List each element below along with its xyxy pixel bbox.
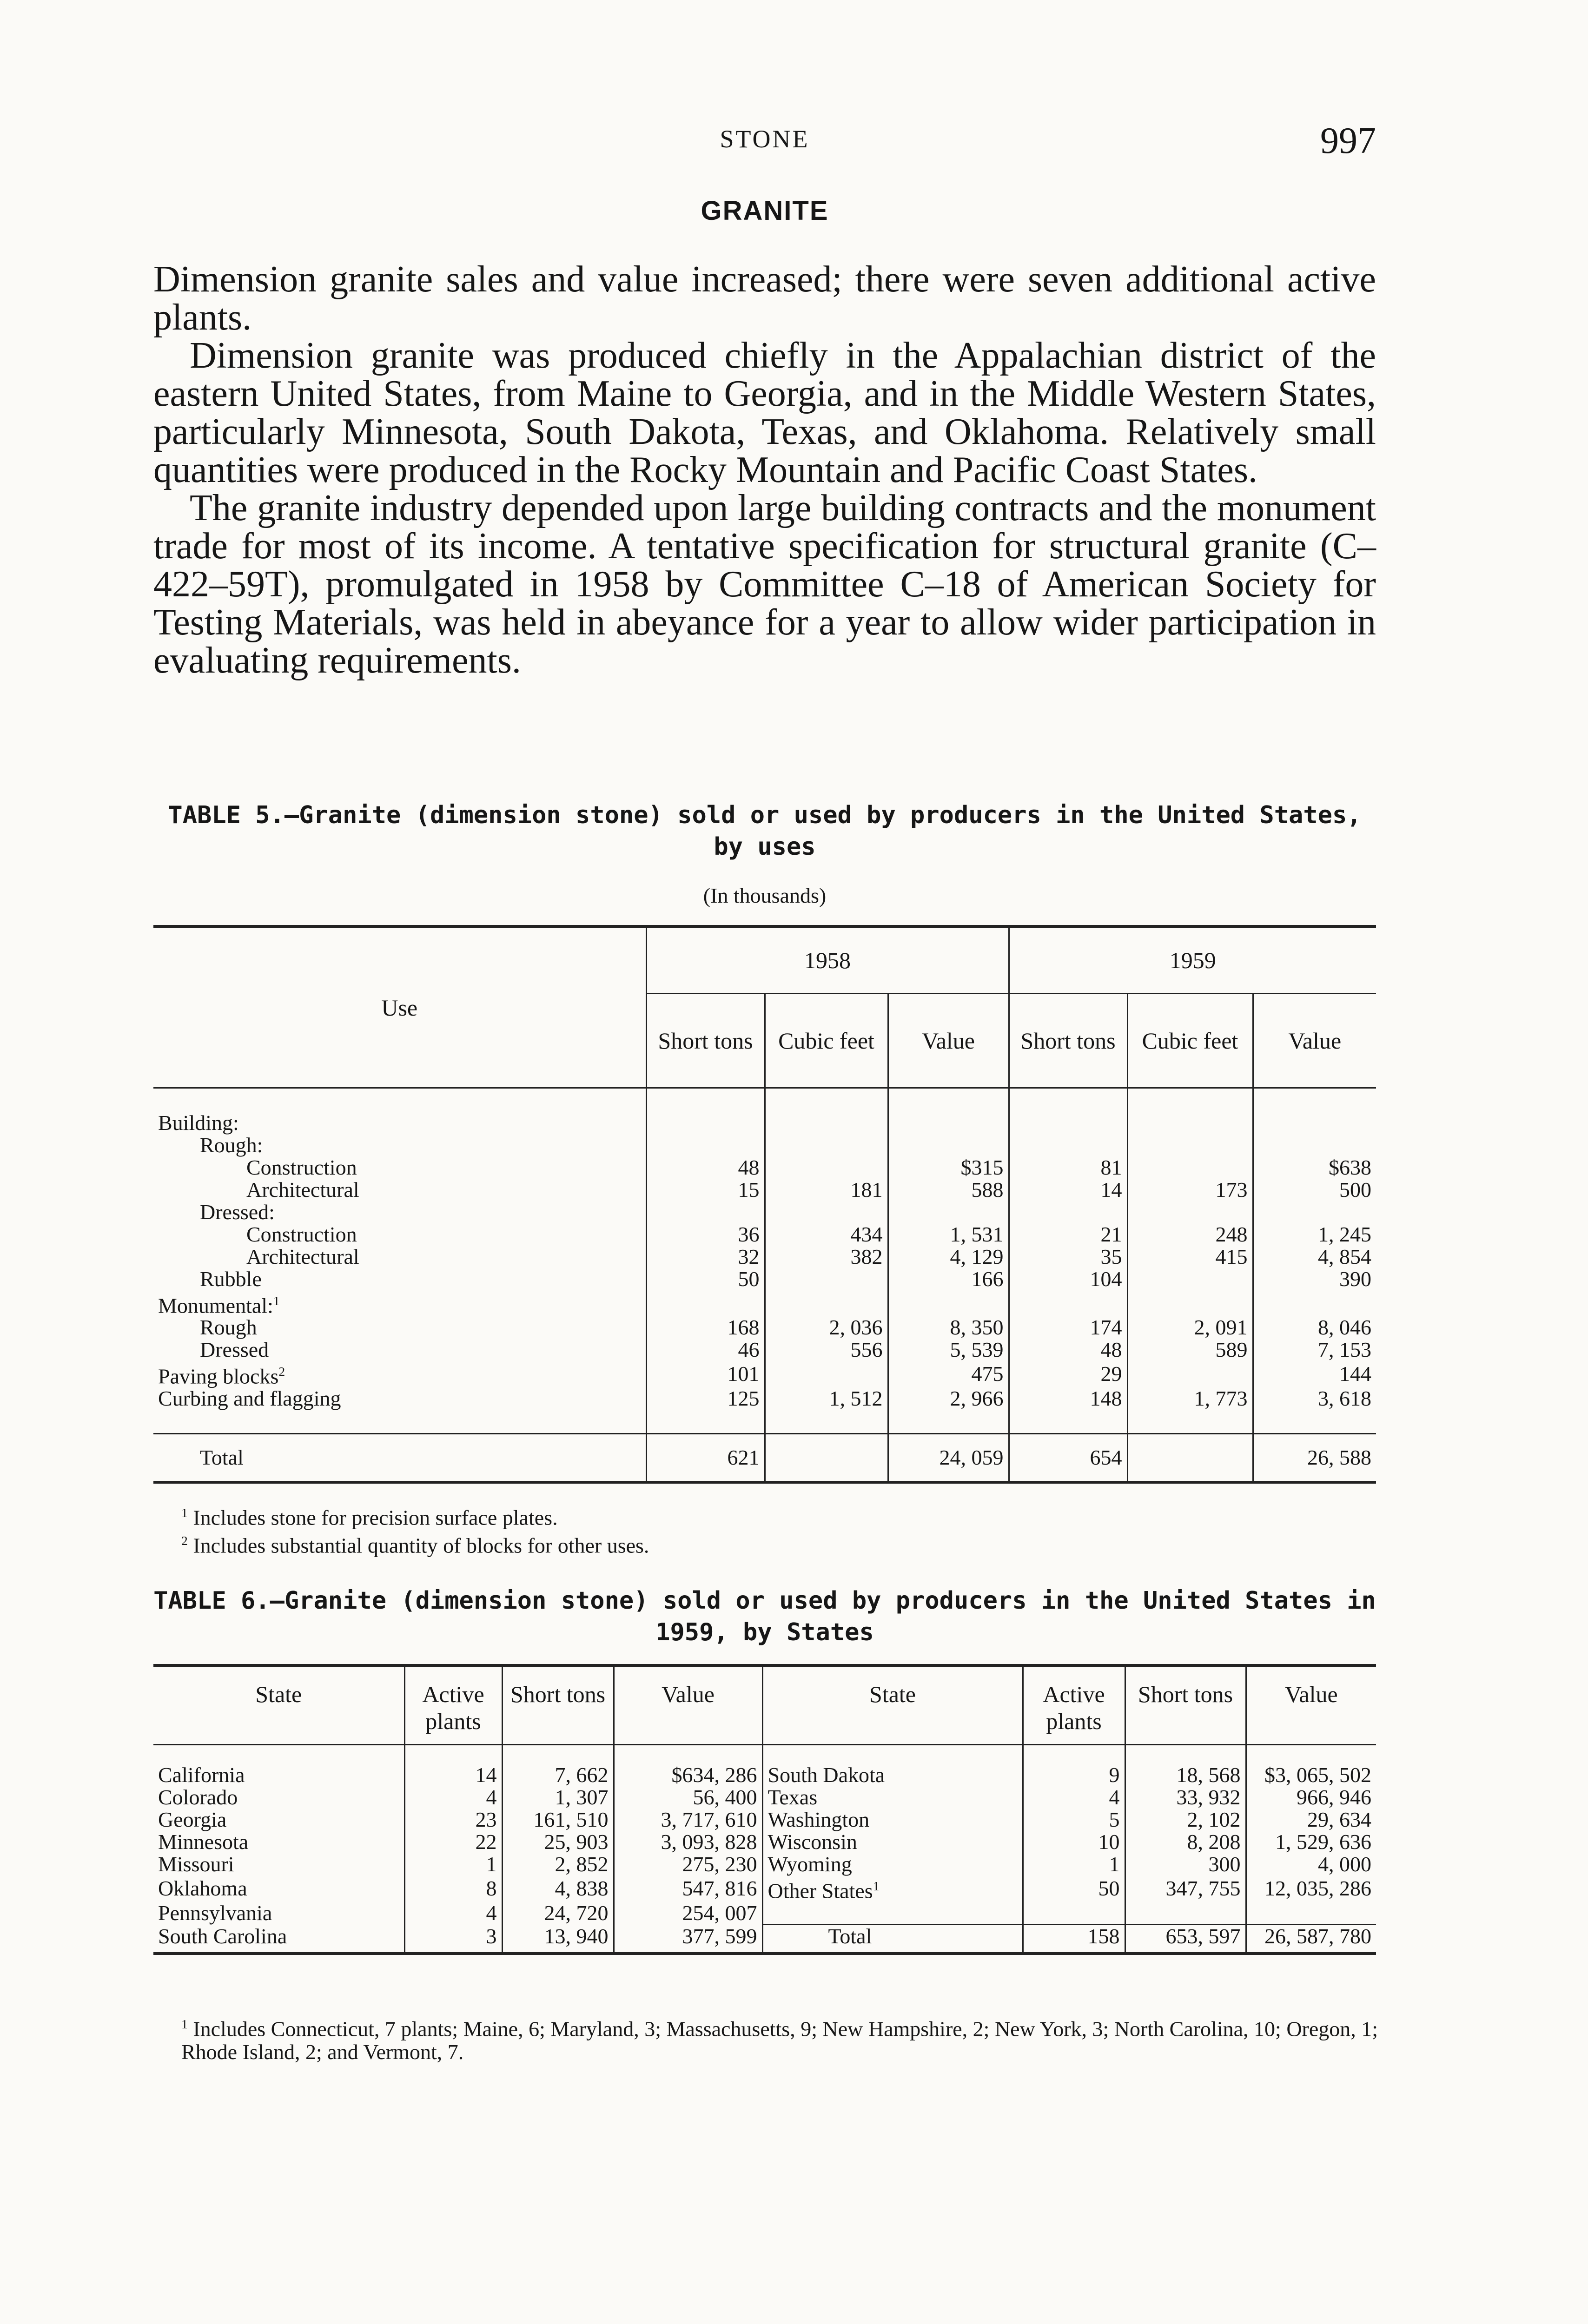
body-text: [153, 260, 1376, 680]
table-row: [153, 1925, 1376, 1954]
table5-total-row: [153, 1433, 1376, 1482]
cell: 8, 350: [888, 1316, 1009, 1339]
state-header: State: [153, 1665, 404, 1745]
row-label-text: Curbing and flagging: [158, 1386, 341, 1410]
table-row: [153, 1246, 1376, 1268]
cell: [765, 1290, 888, 1316]
cell: 1, 773: [1127, 1387, 1253, 1410]
cell: 556: [765, 1339, 888, 1361]
paragraph: The granite industry depended upon large building contracts and the monument trade for most of its income. A tentative specification for structural granite (C–422–59T), promulgated in 1958 by Committee C–18 of American Society for Testing Materials, was held in abeyance for a year to allow wider participation in evaluating requirements.: [153, 488, 1376, 681]
running-head: [153, 120, 1376, 162]
row-label: [153, 1316, 646, 1339]
state-name: [762, 1831, 1023, 1853]
cell: 12, 035, 286: [1246, 1875, 1376, 1901]
cell: [1253, 1134, 1376, 1156]
row-label: [153, 1268, 646, 1290]
state-name: [762, 1745, 1023, 1787]
row-label-text: Rough: [200, 1315, 257, 1340]
cell: 1, 529, 636: [1246, 1831, 1376, 1853]
cell: [1127, 1201, 1253, 1223]
table-row: [153, 1339, 1376, 1361]
cell: $638: [1253, 1156, 1376, 1179]
state-name: [762, 1809, 1023, 1831]
state-name: Georgia: [158, 1808, 227, 1831]
use-header: Use: [153, 926, 646, 1088]
state-name: [762, 1786, 1023, 1809]
cell: 1: [1023, 1853, 1125, 1875]
state-name-text: South Dakota: [768, 1763, 885, 1787]
cell: [1127, 1156, 1253, 1179]
cell: 4, 854: [1253, 1246, 1376, 1268]
cell: 2, 091: [1127, 1316, 1253, 1339]
cell: [765, 1268, 888, 1290]
state-name: [762, 1853, 1023, 1875]
cell: 25, 903: [502, 1831, 614, 1853]
cell: 275, 230: [614, 1853, 762, 1875]
cell: 1, 245: [1253, 1223, 1376, 1246]
cell: [1127, 1112, 1253, 1134]
table6-title: —Granite (dimension stone) sold or used by producers in the United States in 1959, by States: [270, 1587, 1376, 1646]
table6-footnote: [153, 2013, 1404, 2064]
cell: 415: [1127, 1246, 1253, 1268]
row-label: [153, 1201, 646, 1223]
row-label: [153, 1290, 646, 1316]
paragraph: Dimension granite was produced chiefly in the Appalachian district of the eastern United States, from Maine to Georgia, and in the Middle Western States, particularly Minnesota, South Dakota, Texas, and Oklahoma. Relatively small quantities were produced in the Rocky Mountain and Pacific Coast States.: [153, 335, 1376, 490]
table-row: [153, 1875, 1376, 1901]
cell: 300: [1125, 1853, 1246, 1875]
value-header: Value: [614, 1665, 762, 1745]
row-label-text: Rubble: [200, 1267, 262, 1291]
footnote: [153, 1501, 1376, 1529]
col-value-1958: Value: [888, 994, 1009, 1088]
cell: [765, 1134, 888, 1156]
col-short-tons-1958: Short tons: [646, 994, 765, 1088]
cell: 29, 634: [1246, 1809, 1376, 1831]
cell: 125: [646, 1387, 765, 1410]
footnote-ref: 1: [873, 1879, 880, 1893]
row-label-text: Dressed: [200, 1338, 269, 1362]
cell: 382: [765, 1246, 888, 1268]
table-row: [153, 1316, 1376, 1339]
cell: [888, 1134, 1009, 1156]
state-name-text: Wyoming: [768, 1852, 852, 1876]
cell: 547, 816: [614, 1875, 762, 1901]
cell: 13, 940: [502, 1925, 614, 1954]
row-label-text: Monumental:: [158, 1294, 273, 1318]
cell: 654: [1009, 1433, 1127, 1482]
cell: 9: [1023, 1745, 1125, 1787]
cell: 101: [646, 1361, 765, 1387]
cell: [646, 1290, 765, 1316]
cell: 21: [1009, 1223, 1127, 1246]
state-name: Pennsylvania: [158, 1901, 272, 1925]
cell: [1009, 1112, 1127, 1134]
col-short-tons-1959: Short tons: [1009, 994, 1127, 1088]
cell: 248: [1127, 1223, 1253, 1246]
cell: 966, 946: [1246, 1786, 1376, 1809]
table5-caption: [153, 799, 1376, 863]
cell: 1: [404, 1853, 502, 1875]
cell: 347, 755: [1125, 1875, 1246, 1901]
row-label: [153, 1179, 646, 1201]
table-row: [153, 1853, 1376, 1875]
paragraph: Dimension granite sales and value increased; there were seven additional active plants.: [153, 259, 1376, 338]
footnote-text: Includes Connecticut, 7 plants; Maine, 6; Maryland, 3; Massachusetts, 9; New Hampshire, 2; New York, 3; North Carolina, 10; Oregon, 1; Rhode Island, 2; and Vermont, 7.: [181, 2017, 1378, 2064]
cell: [1127, 1361, 1253, 1387]
state-name: Missouri: [158, 1852, 234, 1876]
table5: [153, 925, 1376, 1484]
cell: 181: [765, 1179, 888, 1201]
table5-title: —Granite (dimension stone) sold or used by producers in the United States, by uses: [284, 801, 1362, 861]
state-name: [762, 1875, 1023, 1901]
cell: [646, 1201, 765, 1223]
state-name: Minnesota: [158, 1830, 249, 1854]
cell: [1253, 1112, 1376, 1134]
cell: 15: [646, 1179, 765, 1201]
cell: [1246, 1901, 1376, 1925]
cell: 8: [404, 1875, 502, 1901]
cell: 81: [1009, 1156, 1127, 1179]
cell: 8, 208: [1125, 1831, 1246, 1853]
footnote-ref: 1: [273, 1294, 280, 1308]
cell: 29: [1009, 1361, 1127, 1387]
table6-body: [153, 1745, 1376, 1954]
cell: 377, 599: [614, 1925, 762, 1954]
table-row: [153, 1901, 1376, 1925]
cell: 50: [646, 1268, 765, 1290]
table-row: [153, 1223, 1376, 1246]
cell: [1253, 1290, 1376, 1316]
cell: 24, 720: [502, 1901, 614, 1925]
cell: 26, 587, 780: [1246, 1925, 1376, 1954]
table-row: [153, 1786, 1376, 1809]
cell: 2, 102: [1125, 1809, 1246, 1831]
cell: $634, 286: [614, 1745, 762, 1787]
cell: 23: [404, 1809, 502, 1831]
row-label-text: Construction: [246, 1155, 357, 1179]
cell: [1023, 1901, 1125, 1925]
state-name-text: Washington: [768, 1808, 870, 1831]
table5-footnotes: [153, 1501, 1376, 1558]
table6: [153, 1664, 1376, 1955]
cell: 26, 588: [1253, 1433, 1376, 1482]
cell: [1009, 1134, 1127, 1156]
row-label: [153, 1339, 646, 1361]
cell: 161, 510: [502, 1809, 614, 1831]
cell: [765, 1201, 888, 1223]
row-label: [153, 1387, 646, 1410]
table-row: [153, 1179, 1376, 1201]
cell: [1009, 1290, 1127, 1316]
table-row: [153, 1290, 1376, 1316]
cell: [1127, 1134, 1253, 1156]
cell: 46: [646, 1339, 765, 1361]
table-row: [153, 1361, 1376, 1387]
cell: 3, 093, 828: [614, 1831, 762, 1853]
table5-subtitle: (In thousands): [703, 884, 827, 907]
state-name: Colorado: [158, 1785, 238, 1809]
cell: 148: [1009, 1387, 1127, 1410]
footnote: [153, 1529, 1376, 1557]
cell: 1, 531: [888, 1223, 1009, 1246]
cell: 4: [1023, 1786, 1125, 1809]
row-label: [153, 1361, 646, 1387]
cell: [765, 1361, 888, 1387]
state-name-text: Wisconsin: [768, 1830, 857, 1854]
row-label-text: Dressed:: [200, 1200, 275, 1224]
cell: [888, 1290, 1009, 1316]
cell: 10: [1023, 1831, 1125, 1853]
cell: 1, 307: [502, 1786, 614, 1809]
row-label-text: Construction: [246, 1222, 357, 1246]
row-label-text: Rough:: [200, 1133, 263, 1157]
cell: [1125, 1901, 1246, 1925]
cell: 7, 153: [1253, 1339, 1376, 1361]
cell: [888, 1201, 1009, 1223]
cell: [1127, 1433, 1253, 1482]
cell: 3, 717, 610: [614, 1809, 762, 1831]
cell: 5, 539: [888, 1339, 1009, 1361]
cell: 5: [1023, 1809, 1125, 1831]
page-number: 997: [1320, 120, 1376, 161]
table-row: [153, 1809, 1376, 1831]
cell: 14: [1009, 1179, 1127, 1201]
row-label: [153, 1223, 646, 1246]
cell: 3: [404, 1925, 502, 1954]
cell: [1253, 1201, 1376, 1223]
state-name: Oklahoma: [158, 1876, 247, 1901]
cell: 22: [404, 1831, 502, 1853]
row-label: [153, 1134, 646, 1156]
col-cubic-feet-1959: Cubic feet: [1127, 994, 1253, 1088]
state-name-text: Texas: [768, 1785, 818, 1809]
total-label: Total: [762, 1925, 1023, 1954]
table-row: [153, 1387, 1376, 1410]
row-label-text: Architectural: [246, 1245, 359, 1268]
cell: [888, 1112, 1009, 1134]
table-row: [153, 1831, 1376, 1853]
state-name: California: [158, 1763, 245, 1787]
table-row: [153, 1134, 1376, 1156]
table-row: [153, 1112, 1376, 1134]
short-tons-header: Short tons: [502, 1665, 614, 1745]
table-row: [153, 1156, 1376, 1179]
cell: [1127, 1268, 1253, 1290]
cell: 1, 512: [765, 1387, 888, 1410]
cell: 475: [888, 1361, 1009, 1387]
cell: 4: [404, 1786, 502, 1809]
running-head-title: STONE: [720, 125, 810, 153]
cell: 33, 932: [1125, 1786, 1246, 1809]
cell: [765, 1433, 888, 1482]
cell: 18, 568: [1125, 1745, 1246, 1787]
cell: 104: [1009, 1268, 1127, 1290]
table5-body: [153, 1088, 1376, 1434]
footnote-mark: 2: [181, 1533, 188, 1548]
cell: 48: [1009, 1339, 1127, 1361]
cell: $3, 065, 502: [1246, 1745, 1376, 1787]
footnote-mark: 1: [181, 2017, 188, 2031]
footnote-ref: 2: [278, 1364, 285, 1379]
spacer-row: [153, 1410, 1376, 1434]
cell: 4, 129: [888, 1246, 1009, 1268]
cell: 8, 046: [1253, 1316, 1376, 1339]
year-1958-header: 1958: [646, 926, 1009, 994]
footnote-mark: 1: [181, 1505, 188, 1520]
table-row: [153, 1201, 1376, 1223]
cell: 4, 838: [502, 1875, 614, 1901]
col-value-1959: Value: [1253, 994, 1376, 1088]
cell: [762, 1901, 1023, 1925]
total-label: Total: [153, 1433, 646, 1482]
cell: 390: [1253, 1268, 1376, 1290]
cell: 36: [646, 1223, 765, 1246]
state-header: State: [762, 1665, 1023, 1745]
cell: $315: [888, 1156, 1009, 1179]
cell: 434: [765, 1223, 888, 1246]
cell: 588: [888, 1179, 1009, 1201]
cell: 166: [888, 1268, 1009, 1290]
row-label-text: Architectural: [246, 1178, 359, 1202]
footnote-text: Includes substantial quantity of blocks for other uses.: [193, 1533, 649, 1558]
cell: 7, 662: [502, 1745, 614, 1787]
cell: 14: [404, 1745, 502, 1787]
cell: [646, 1112, 765, 1134]
cell: 589: [1127, 1339, 1253, 1361]
cell: [765, 1156, 888, 1179]
cell: 173: [1127, 1179, 1253, 1201]
cell: [1009, 1201, 1127, 1223]
state-name: South Carolina: [153, 1925, 404, 1954]
cell: 32: [646, 1246, 765, 1268]
cell: 144: [1253, 1361, 1376, 1387]
cell: 174: [1009, 1316, 1127, 1339]
section-title: GRANITE: [701, 196, 829, 226]
cell: 2, 852: [502, 1853, 614, 1875]
cell: 168: [646, 1316, 765, 1339]
row-label: [153, 1156, 646, 1179]
cell: 35: [1009, 1246, 1127, 1268]
cell: 2, 966: [888, 1387, 1009, 1410]
table6-label: TABLE 6.: [153, 1587, 270, 1615]
cell: 56, 400: [614, 1786, 762, 1809]
cell: 500: [1253, 1179, 1376, 1201]
row-label: [153, 1246, 646, 1268]
table-row: [153, 1745, 1376, 1787]
cell: 158: [1023, 1925, 1125, 1954]
active-plants-header: Active plants: [404, 1665, 502, 1745]
row-label: [153, 1112, 646, 1134]
cell: 50: [1023, 1875, 1125, 1901]
cell: 4: [404, 1901, 502, 1925]
cell: [646, 1134, 765, 1156]
cell: [765, 1112, 888, 1134]
table-row: [153, 1268, 1376, 1290]
row-label-text: Building:: [158, 1111, 239, 1135]
cell: [1127, 1290, 1253, 1316]
cell: 3, 618: [1253, 1387, 1376, 1410]
short-tons-header: Short tons: [1125, 1665, 1246, 1745]
cell: 4, 000: [1246, 1853, 1376, 1875]
col-cubic-feet-1958: Cubic feet: [765, 994, 888, 1088]
table6-caption: [153, 1585, 1376, 1648]
table5-label: TABLE 5.: [168, 801, 285, 829]
active-plants-header: Active plants: [1023, 1665, 1125, 1745]
state-name-text: Other States: [768, 1879, 873, 1903]
value-header: Value: [1246, 1665, 1376, 1745]
year-1959-header: 1959: [1009, 926, 1376, 994]
footnote-text: Includes stone for precision surface plates.: [193, 1505, 558, 1530]
cell: 2, 036: [765, 1316, 888, 1339]
cell: 24, 059: [888, 1433, 1009, 1482]
row-label-text: Paving blocks: [158, 1364, 279, 1388]
cell: 254, 007: [614, 1901, 762, 1925]
cell: 621: [646, 1433, 765, 1482]
cell: 653, 597: [1125, 1925, 1246, 1954]
cell: 48: [646, 1156, 765, 1179]
